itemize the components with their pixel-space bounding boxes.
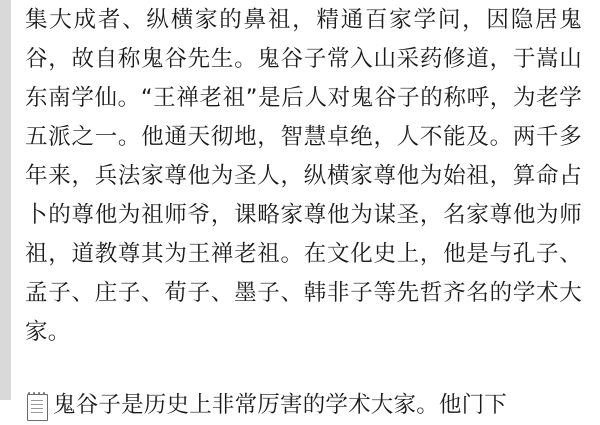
paragraph-spacer xyxy=(25,352,582,386)
paragraph-two: 鬼谷子是历史上非常厉害的学术大家。他门下 xyxy=(53,392,508,418)
paragraph-one: 集大成者、纵横家的鼻祖，精通百家学问，因隐居鬼谷，故自称鬼谷先生。鬼谷子常入山采药修道，于嵩山东南学仙。“王禅老祖”是后人对鬼谷子的称呼，为老学五派之一。他通天彻地，智慧卓绝，人不能及。两千多年来，兵法家尊他为圣人，纵横家尊他为始祖，算命占卜的尊他为祖师爷，课略家尊他为谋圣，名家尊他为师祖，道教尊其为王禅老祖。在文化史上，他是与孔子、孟子、庄子、荀子、墨子、韩非子等先哲齐名的学术大家。 xyxy=(25,7,582,345)
paragraph-two-block xyxy=(25,386,582,425)
document-content xyxy=(11,0,600,418)
notebook-icon xyxy=(25,392,49,420)
left-margin-rail xyxy=(0,0,11,400)
